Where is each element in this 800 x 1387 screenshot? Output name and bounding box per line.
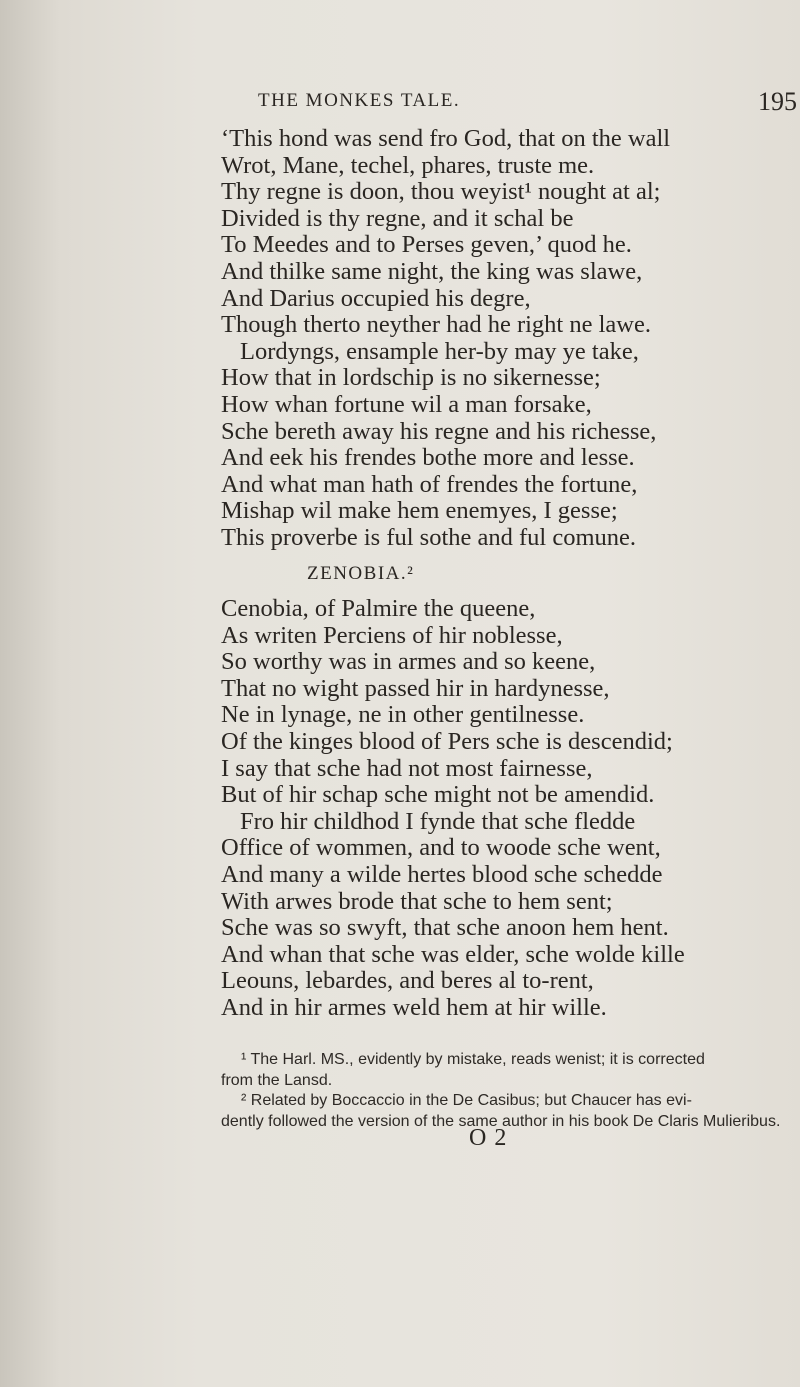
- verse-line: How whan fortune wil a man forsake,: [221, 390, 592, 418]
- verse-line: Wrot, Mane, techel, phares, truste me.: [221, 151, 595, 179]
- verse-line: Leouns, lebardes, and beres al to-rent,: [221, 967, 594, 995]
- verse-line: And whan that sche was elder, sche wolde kille: [221, 940, 685, 968]
- verse-line: And in hir armes weld hem at hir wille.: [221, 994, 607, 1021]
- verse-line: Cenobia, of Palmire the queene,: [221, 595, 536, 623]
- verse-line: And thilke same night, the king was slawe,: [221, 257, 643, 285]
- verse-line: How that in lordschip is no sikernesse;: [221, 364, 601, 392]
- stanza: [221, 809, 781, 1022]
- verse-line: That no wight passed hir in hardynesse,: [221, 674, 610, 702]
- poem-text: [221, 126, 781, 1022]
- page-number: 195: [758, 87, 797, 116]
- verse-line: Lordyngs, ensample her-by may ye take,: [240, 337, 639, 365]
- footnote-line: ¹ The Harl. MS., evidently by mistake, reads wenist; it is corrected: [241, 1051, 705, 1068]
- footnote-line: from the Lansd.: [221, 1071, 333, 1089]
- running-title: THE MONKES TALE.: [258, 90, 461, 111]
- verse-line: Thy regne is doon, thou weyist¹ nought at al;: [221, 178, 661, 206]
- stanza: [221, 596, 781, 809]
- section-heading: ZENOBIA.²: [307, 562, 415, 584]
- footnote-line: ² Related by Boccaccio in the De Casibus; but Chaucer has evi-: [241, 1092, 692, 1109]
- stanza: [221, 339, 781, 552]
- verse-line: Mishap wil make hem enemyes, I gesse;: [221, 497, 618, 525]
- verse-line: And Darius occupied his degre,: [221, 284, 531, 312]
- verse-line: Though therto neyther had he right ne lawe.: [221, 311, 651, 339]
- verse-line: Of the kinges blood of Pers sche is descendid;: [221, 728, 673, 756]
- footnote: [221, 1050, 781, 1091]
- verse-line: And many a wilde hertes blood sche schedde: [221, 861, 663, 889]
- verse-line: ‘This hond was send fro God, that on the wall: [221, 125, 671, 152]
- verse-line: Divided is thy regne, and it schal be: [221, 204, 574, 232]
- verse-line: As writen Perciens of hir noblesse,: [221, 621, 563, 649]
- verse-line: But of hir schap sche might not be amendid.: [221, 781, 655, 809]
- verse-line: Sche was so swyft, that sche anoon hem hent.: [221, 914, 669, 942]
- verse-line: This proverbe is ful sothe and ful comune.: [221, 523, 637, 551]
- signature-mark: O 2: [469, 1125, 508, 1151]
- verse-line: So worthy was in armes and so keene,: [221, 648, 596, 676]
- verse-line: To Meedes and to Perses geven,’ quod he.: [221, 231, 632, 259]
- verse-line: I say that sche had not most fairnesse,: [221, 754, 593, 782]
- verse-line: Ne in lynage, ne in other gentilnesse.: [221, 701, 585, 729]
- verse-line: And what man hath of frendes the fortune,: [221, 470, 638, 498]
- verse-line: With arwes brode that sche to hem sent;: [221, 887, 613, 915]
- verse-line: Sche bereth away his regne and his richesse,: [221, 417, 657, 445]
- footnote-line: dently followed the version of the same author in his book De Claris Mulieribus.: [221, 1112, 781, 1130]
- verse-line: Office of wommen, and to woode sche went,: [221, 834, 661, 862]
- verse-line: Fro hir childhod I fynde that sche fledde: [240, 807, 636, 835]
- verse-line: And eek his frendes bothe more and lesse.: [221, 444, 635, 472]
- footnotes: [221, 1050, 781, 1132]
- stanza: [221, 126, 781, 339]
